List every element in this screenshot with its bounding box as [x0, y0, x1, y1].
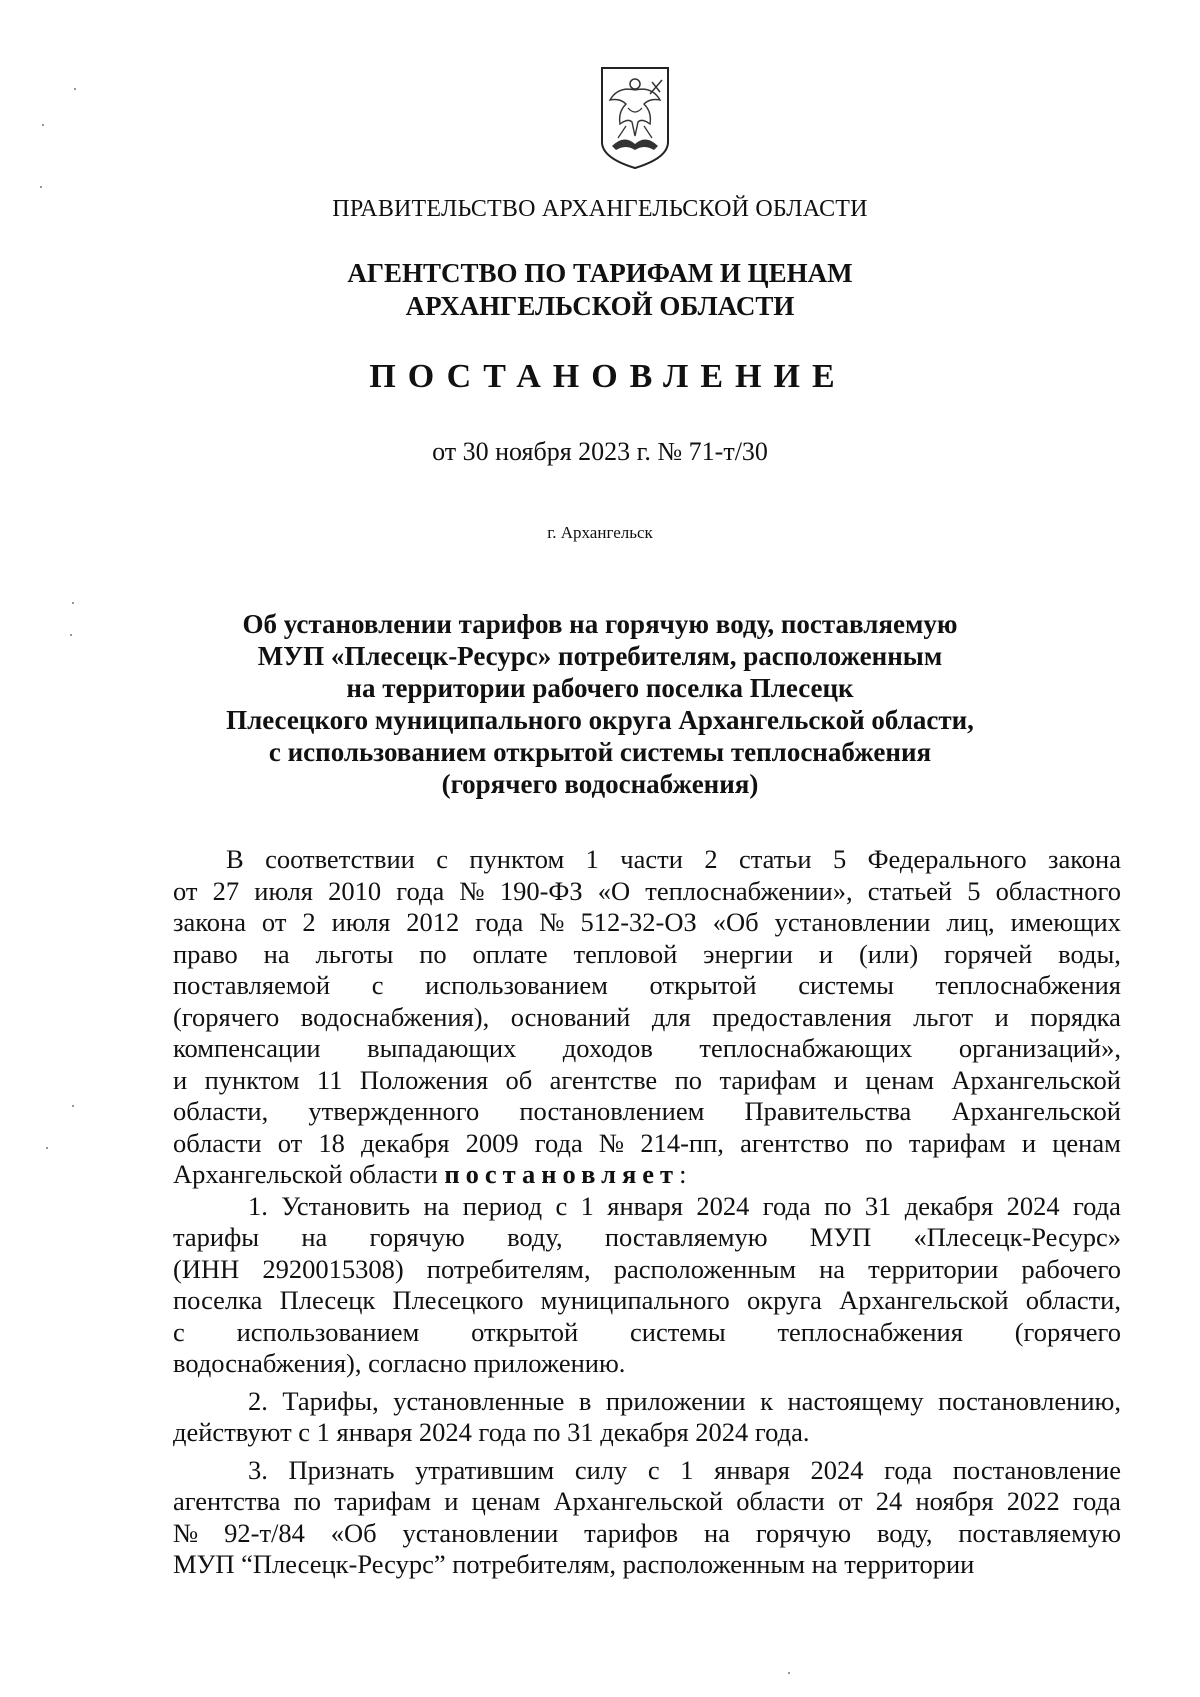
resolves-word: постановляет — [444, 1159, 680, 1189]
body-line: 3. Признать утратившим силу с 1 января 2024 года постановление — [248, 1454, 1121, 1485]
scan-speck — [46, 1147, 48, 1149]
body-line: МУП “Плесецк-Ресурс” потребителям, расположенным на территории — [173, 1549, 975, 1579]
body-line: закона от 2 июля 2012 года № 512-32-ОЗ «Об установлении лиц, имеющих — [173, 907, 1121, 937]
preamble-paragraph — [173, 844, 1121, 1191]
subject-line: с использованием открытой системы теплоснабжения — [268, 737, 932, 767]
body-text: Архангельской области — [173, 1159, 445, 1189]
scan-speck — [70, 634, 72, 636]
scan-speck — [788, 1672, 790, 1674]
body-line: № 92-т/84 «Об установлении тарифов на горячую воду, поставляемую — [173, 1517, 1121, 1548]
subject-line: МУП «Плесецк-Ресурс» потребителям, расположенным — [257, 641, 943, 671]
body-line: В соответствии с пунктом 1 части 2 статьи 5 Федерального закона — [226, 844, 1121, 874]
body-line: право на льготы по оплате тепловой энергии и (или) горячей воды, — [173, 938, 1121, 969]
clause-3 — [173, 1455, 1121, 1581]
body-line: агентства по тарифам и ценам Архангельской области от 24 ноября 2022 года — [173, 1486, 1121, 1516]
body-line: области от 18 декабря 2009 года № 214-пп, агентство по тарифам и ценам — [173, 1127, 1121, 1158]
government-title: ПРАВИТЕЛЬСТВО АРХАНГЕЛЬСКОЙ ОБЛАСТИ — [332, 196, 868, 222]
body-line: 2. Тарифы, установленные в приложении к настоящему постановлению, — [248, 1385, 1121, 1416]
clause-1 — [173, 1191, 1121, 1380]
subject-line: на территории рабочего поселка Плесецк — [346, 673, 854, 703]
city-of-issue: г. Архангельск — [547, 523, 653, 542]
subject-line: Плесецкого муниципального округа Архангельской области, — [226, 705, 974, 735]
body-line: области, утвержденного постановлением Правительства Архангельской — [173, 1096, 1121, 1126]
body-text: : — [679, 1159, 687, 1189]
body-line: с использованием открытой системы теплоснабжения (горячего — [173, 1316, 1121, 1347]
body-line: (горячего водоснабжения), оснований для предоставления льгот и порядка — [173, 1001, 1121, 1032]
body-line: (ИНН 2920015308) потребителям, расположенным на территории рабочего — [173, 1253, 1121, 1284]
subject-line: Об установлении тарифов на горячую воду, поставляемую — [242, 609, 958, 639]
agency-title — [0, 257, 1200, 323]
document-type: ПОСТАНОВЛЕНИЕ — [369, 358, 847, 395]
agency-title-line-1: АГЕНТСТВО ПО ТАРИФАМ И ЦЕНАМ — [347, 258, 853, 288]
body-line: 1. Установить на период с 1 января 2024 года по 31 декабря 2024 года — [248, 1190, 1121, 1221]
body-line: поселка Плесецк Плесецкого муниципального округа Архангельской области, — [173, 1285, 1121, 1315]
decree-body — [173, 844, 1121, 1581]
coat-of-arms-icon — [598, 64, 672, 170]
decree-subject — [0, 608, 1200, 800]
body-line: тарифы на горячую воду, поставляемую МУП «Плесецк-Ресурс» — [173, 1222, 1121, 1252]
agency-title-line-2: АРХАНГЕЛЬСКОЙ ОБЛАСТИ — [405, 291, 795, 321]
scan-speck — [74, 88, 76, 90]
body-line: и пунктом 11 Положения об агентстве по тарифам и ценам Архангельской — [173, 1064, 1121, 1095]
body-line: компенсации выпадающих доходов теплоснабжающих организаций», — [173, 1033, 1121, 1063]
body-line: действуют с 1 января 2024 года по 31 декабря 2024 года. — [173, 1417, 810, 1447]
scan-speck — [42, 124, 44, 126]
clause-2 — [173, 1386, 1121, 1449]
body-line: от 27 июля 2010 года № 190-ФЗ «О теплоснабжении», статьей 5 областного — [173, 875, 1121, 906]
scan-speck — [40, 186, 42, 188]
body-line: поставляемой с использованием открытой системы теплоснабжения — [173, 970, 1121, 1000]
date-and-number: от 30 ноября 2023 г. № 71-т/30 — [432, 437, 768, 466]
subject-line: (горячего водоснабжения) — [441, 769, 759, 799]
body-line — [173, 1159, 1121, 1191]
scan-speck — [72, 602, 74, 604]
body-line: водоснабжения), согласно приложению. — [173, 1348, 626, 1378]
scan-speck — [72, 1105, 74, 1107]
